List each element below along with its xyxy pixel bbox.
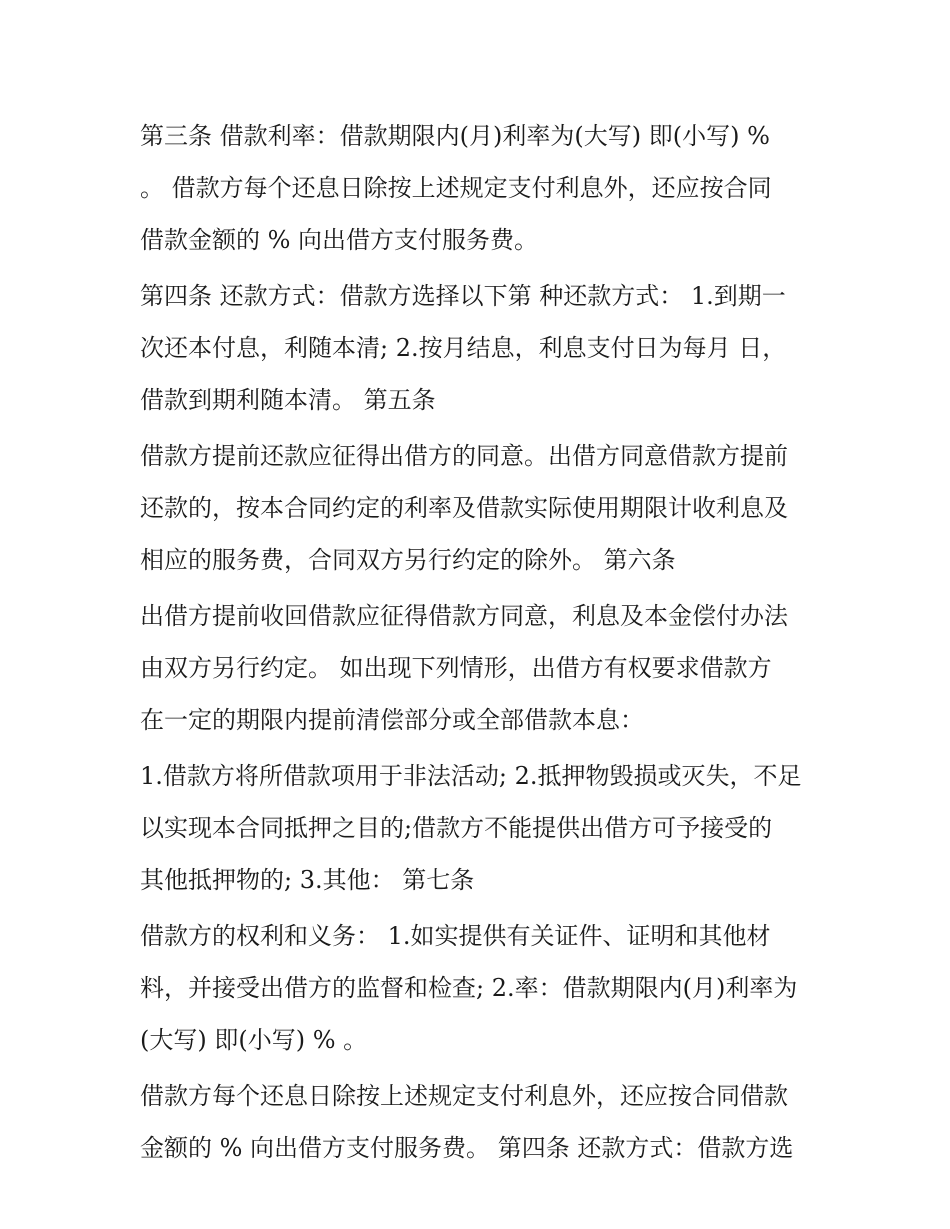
- text-line: 借款方的权利和义务： 1.如实提供有关证件、证明和其他材: [140, 922, 771, 950]
- text-line: 以实现本合同抵押之目的;借款方不能提供出借方可予接受的: [140, 814, 773, 842]
- text-line: (大写) 即(小写) % 。: [140, 1026, 368, 1054]
- text-line: 借款到期利随本清。 第五条: [140, 386, 436, 414]
- text-line: 还款的，按本合同约定的利率及借款实际使用期限计收利息及: [140, 494, 788, 522]
- text-line: 1.借款方将所借款项用于非法活动; 2.抵押物毁损或灭失，不足: [140, 762, 802, 790]
- text-line: 出借方提前收回借款应征得借款方同意，利息及本金偿付办法: [140, 602, 788, 630]
- text-line: 第四条 还款方式：借款方选择以下第 种还款方式： 1.到期一: [140, 282, 786, 310]
- text-line: 金额的 % 向出借方支付服务费。 第四条 还款方式：借款方选: [140, 1134, 794, 1162]
- text-line: 次还本付息，利随本清; 2.按月结息，利息支付日为每月 日，: [140, 334, 787, 362]
- text-line: 由双方另行约定。 如出现下列情形，出借方有权要求借款方: [140, 654, 772, 682]
- text-line: 第三条 借款利率：借款期限内(月)利率为(大写) 即(小写) %: [140, 122, 770, 150]
- text-line: 借款方每个还息日除按上述规定支付利息外，还应按合同借款: [140, 1082, 788, 1110]
- text-line: 相应的服务费，合同双方另行约定的除外。 第六条: [140, 546, 676, 574]
- text-line: 借款金额的 % 向出借方支付服务费。: [140, 226, 539, 254]
- text-line: 在一定的期限内提前清偿部分或全部借款本息：: [140, 706, 644, 734]
- text-line: 。 借款方每个还息日除按上述规定支付利息外，还应按合同: [140, 174, 772, 202]
- text-line: 料，并接受出借方的监督和检查; 2.率：借款期限内(月)利率为: [140, 974, 798, 1002]
- text-line: 其他抵押物的; 3.其他： 第七条: [140, 866, 475, 894]
- document-body: [140, 110, 820, 1174]
- text-line: 借款方提前还款应征得出借方的同意。出借方同意借款方提前: [140, 442, 788, 470]
